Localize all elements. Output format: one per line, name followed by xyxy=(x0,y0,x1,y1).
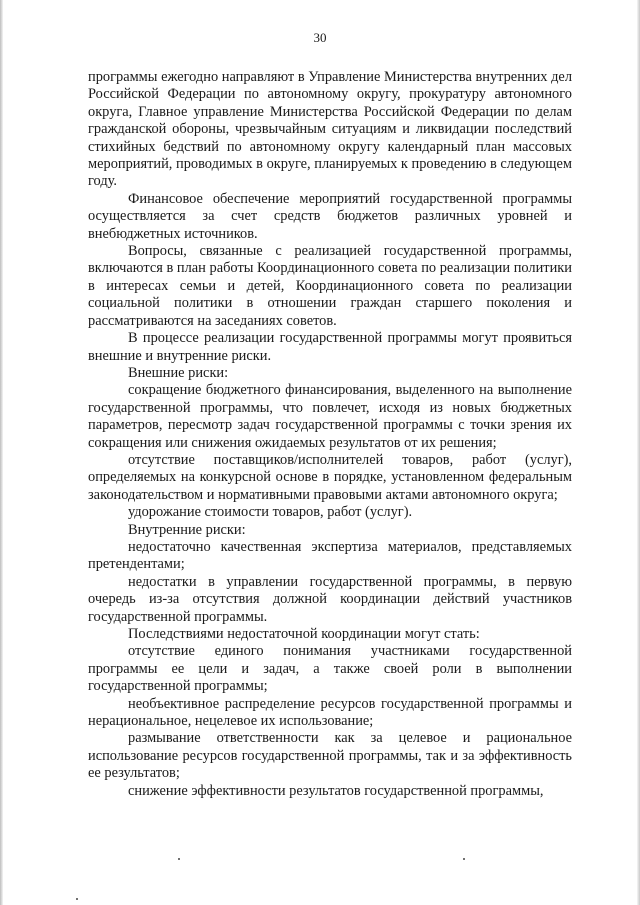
paragraph: необъективное распределение ресурсов государственной программы и нерациональное, нецелевое их использование; xyxy=(88,695,572,730)
scan-edge-left xyxy=(0,0,3,905)
paragraph: отсутствие единого понимания участниками государственной программы ее цели и задач, а также своей роли в выполнении государственной программы; xyxy=(88,643,572,695)
paragraph: размывание ответственности как за целевое и рациональное использование ресурсов государственной программы, так и за эффективность ее результатов; xyxy=(88,730,572,782)
paragraph: снижение эффективности результатов государственной программы, xyxy=(128,782,544,799)
paragraph: В процессе реализации государственной программы могут проявиться внешние и внутренние риски. xyxy=(88,330,572,364)
scan-speck xyxy=(76,898,78,900)
scan-speck xyxy=(178,858,180,860)
scan-speck xyxy=(463,858,465,860)
document-body xyxy=(88,69,572,800)
paragraph: Внешние риски: xyxy=(128,364,229,381)
page-number: 30 xyxy=(313,30,327,45)
paragraph: программы ежегодно направляют в Управление Министерства внутренних дел Российской Федерации по автономному округу, прокуратуру автономного округа, Главное управление Министерства Российской Федерации по делам гражданской обороны, чрезвычайным ситуациям и ликвидации последствий стихийных бедствий по автономному округу календарный план массовых мероприятий, проводимых в округе, планируемых к проведению в следующем году. xyxy=(88,69,572,190)
paragraph: удорожание стоимости товаров, работ (услуг). xyxy=(128,504,413,521)
paragraph: отсутствие поставщиков/исполнителей товаров, работ (услуг), определяемых на конкурсной основе в порядке, установленном федеральным законодательством и нормативными правовыми актами автономного округа; xyxy=(88,451,572,503)
paragraph: Финансовое обеспечение мероприятий государственной программы осуществляется за счет средств бюджетов различных уровней и внебюджетных источников. xyxy=(88,190,572,242)
paragraph: Вопросы, связанные с реализацией государственной программы, включаются в план работы Координационного совета по реализации политики в интересах семьи и детей, Координационного совета по реализации социальной политики в отношении граждан старшего поколения и рассматриваются на заседаниях советов. xyxy=(88,243,572,329)
paragraph: недостатки в управлении государственной программы, в первую очередь из-за отсутствия должной координации действий участников государственной программы. xyxy=(88,573,572,625)
paragraph: Последствиями недостаточной координации могут стать: xyxy=(128,626,480,642)
paragraph: недостаточно качественная экспертиза материалов, представляемых претендентами; xyxy=(88,538,572,573)
paragraph: Внутренние риски: xyxy=(128,521,246,538)
paragraph: сокращение бюджетного финансирования, выделенного на выполнение государственной программы, что повлечет, исходя из новых бюджетных параметров, пересмотр задач государственной программы с точки зрения их сокращения или снижения ожидаемых результатов от их решения; xyxy=(88,382,572,451)
